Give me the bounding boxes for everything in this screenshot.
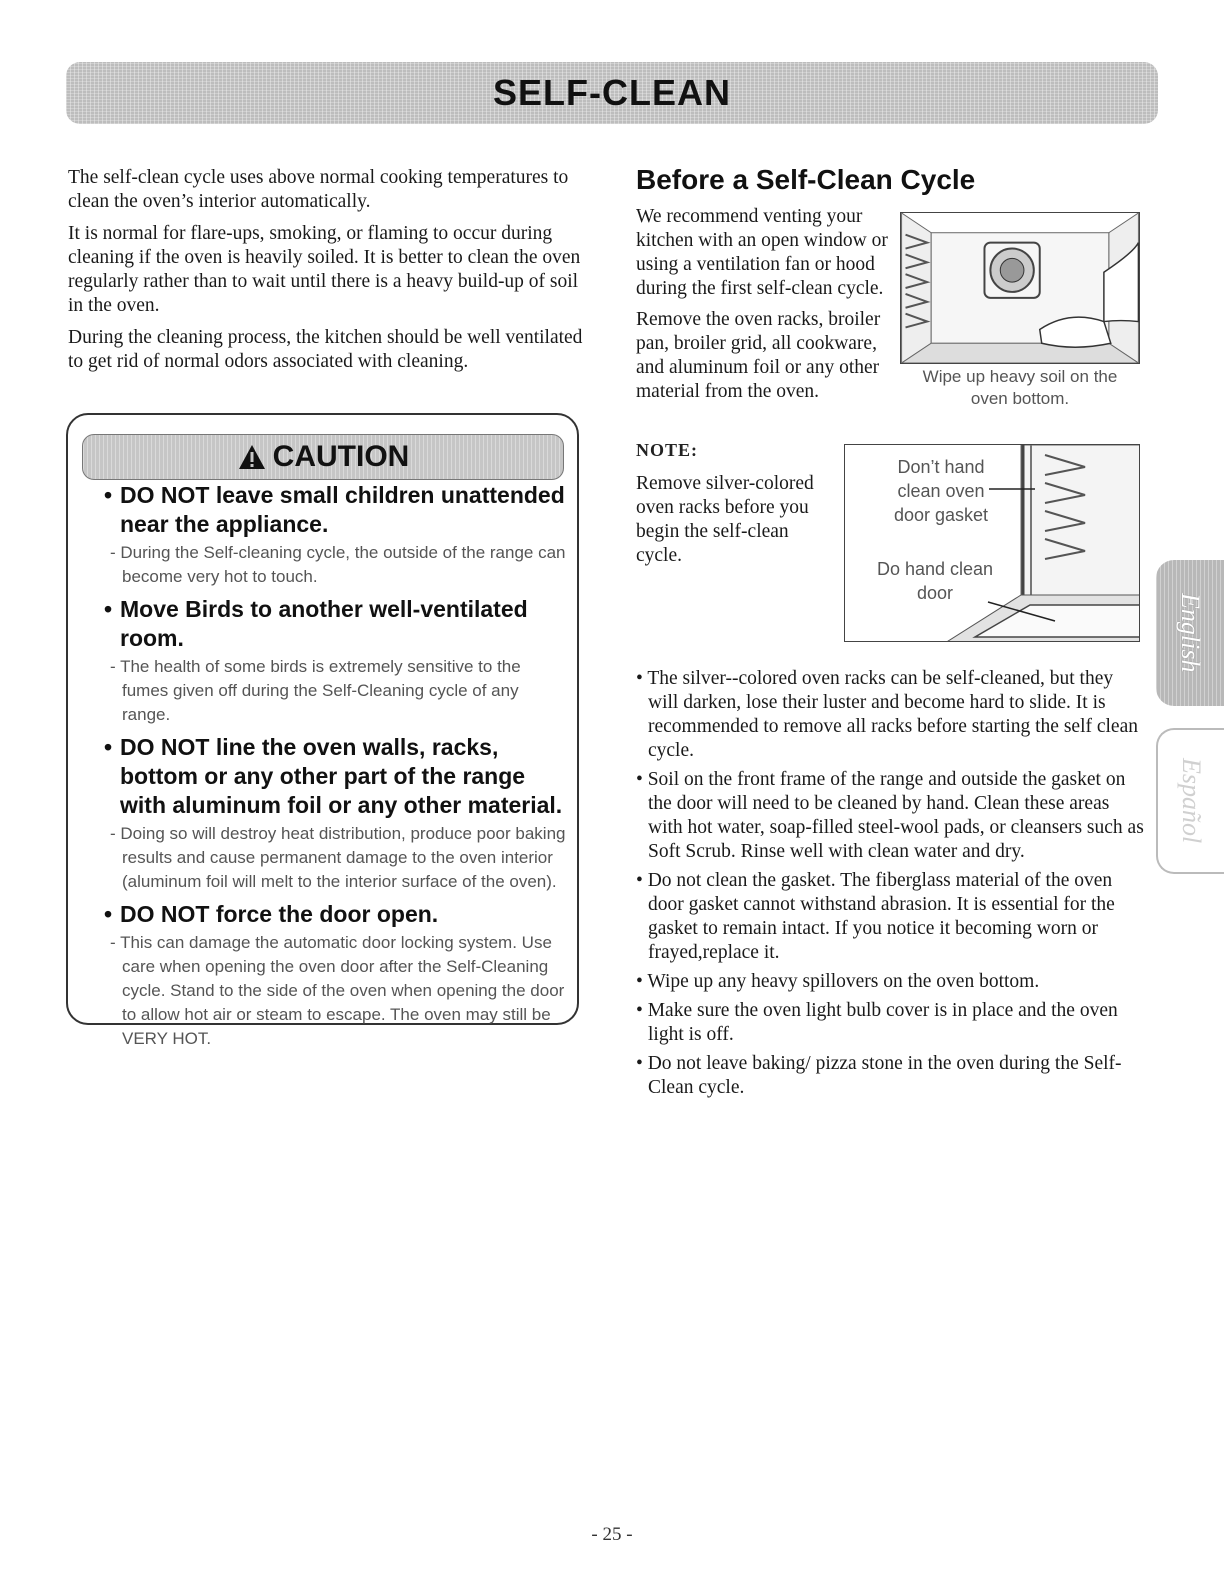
note-label: NOTE:: [636, 440, 699, 460]
gasket-label: Don’t hand clean oven door gasket: [893, 457, 989, 525]
list-item: • Soil on the front frame of the range and outside the gasket on the door will need to be cleaned by hand. Clean these areas with hot water, soap-filled steel-wool pads, or cleansers such as Soft Scrub. Rinse well with clean water and dry.: [636, 769, 1144, 862]
list-item: • Do not leave baking/ pizza stone in the oven during the Self-Clean cycle.: [636, 1053, 1122, 1098]
caution-description: - During the Self-cleaning cycle, the outside of the range can become very hot to touch.: [110, 543, 566, 586]
english-tab-label: English: [1176, 593, 1205, 673]
page-title: SELF-CLEAN: [493, 72, 731, 113]
note-text: Remove silver-colored oven racks before you begin the self-clean cycle.: [636, 473, 814, 566]
intro-text: [68, 166, 584, 382]
warning-icon: [237, 443, 267, 471]
before-paragraph: We recommend venting your kitchen with an open window or using a ventilation fan or hood during the first self-clean cycle.: [636, 206, 888, 299]
caution-heading: • DO NOT leave small children unattended near the appliance.: [104, 482, 565, 537]
intro-paragraph: During the cleaning process, the kitchen should be well ventilated to get rid of normal odors associated with cleaning.: [68, 327, 583, 372]
page-number: - 25 -: [591, 1524, 633, 1545]
caution-heading: • DO NOT force the door open.: [104, 901, 439, 927]
list-item: • The silver--colored oven racks can be self-cleaned, but they will darken, lose their luster and become hard to slide. It is recommended to remove all racks before starting the self clean cycle.: [636, 668, 1138, 761]
caution-box: [66, 413, 579, 1048]
caution-list: [86, 475, 566, 1051]
caution-description: - Doing so will destroy heat distribution, produce poor baking results and cause permanent damage to the oven interior (aluminum foil will melt to the interior surface of the oven).: [110, 824, 566, 891]
intro-paragraph: It is normal for flare-ups, smoking, or flaming to occur during cleaning if the oven is heavily soiled. It is better to clean the oven regularly rather than to wait until there is a heavy build-up of soil in the oven.: [68, 223, 581, 316]
before-bullet-list: [636, 667, 1146, 1105]
english-tab[interactable]: [1156, 560, 1224, 706]
list-item: • Do not clean the gasket. The fiberglass material of the oven door gasket cannot withstand abrasion. It is essential for the gasket to remain intact. If you notice it becoming worn or frayed,replace it.: [636, 870, 1115, 963]
door-gasket-illustration: [844, 444, 1140, 642]
before-paragraph: Remove the oven racks, broiler pan, broiler grid, all cookware, and aluminum foil or any other material from the oven.: [636, 309, 881, 402]
oven-interior-drawing: [901, 213, 1139, 363]
figure-caption: Wipe up heavy soil on the oven bottom.: [922, 367, 1118, 408]
list-item: • Wipe up any heavy spillovers on the oven bottom.: [636, 971, 1040, 992]
before-section: [636, 164, 1156, 204]
list-item: • Make sure the oven light bulb cover is in place and the oven light is off.: [636, 1000, 1118, 1045]
caution-description: - The health of some birds is extremely sensitive to the fumes given off during the Self-Cleaning cycle of any range.: [110, 657, 521, 724]
espanol-tab[interactable]: [1156, 728, 1224, 874]
caution-heading: • Move Birds to another well-ventilated room.: [104, 596, 528, 651]
section-heading: Before a Self-Clean Cycle: [636, 164, 976, 195]
caution-header: [82, 434, 564, 480]
espanol-tab-label: Español: [1177, 758, 1206, 844]
intro-paragraph: The self-clean cycle uses above normal cooking temperatures to clean the oven’s interior automatically.: [68, 167, 569, 212]
section-banner: [66, 62, 1158, 124]
oven-wipe-illustration: [900, 212, 1140, 364]
before-intro: [636, 205, 898, 411]
caution-heading: • DO NOT line the oven walls, racks, bottom or any other part of the range with aluminum foil or any other material.: [104, 734, 563, 818]
caution-description: - This can damage the automatic door locking system. Use care when opening the oven door after the Self-Cleaning cycle. Stand to the side of the oven when opening the door to allow hot air or steam to escape. The oven may still be VERY HOT.: [110, 933, 565, 1048]
caution-title: CAUTION: [272, 440, 410, 473]
door-label: Do hand clean door: [876, 559, 994, 603]
